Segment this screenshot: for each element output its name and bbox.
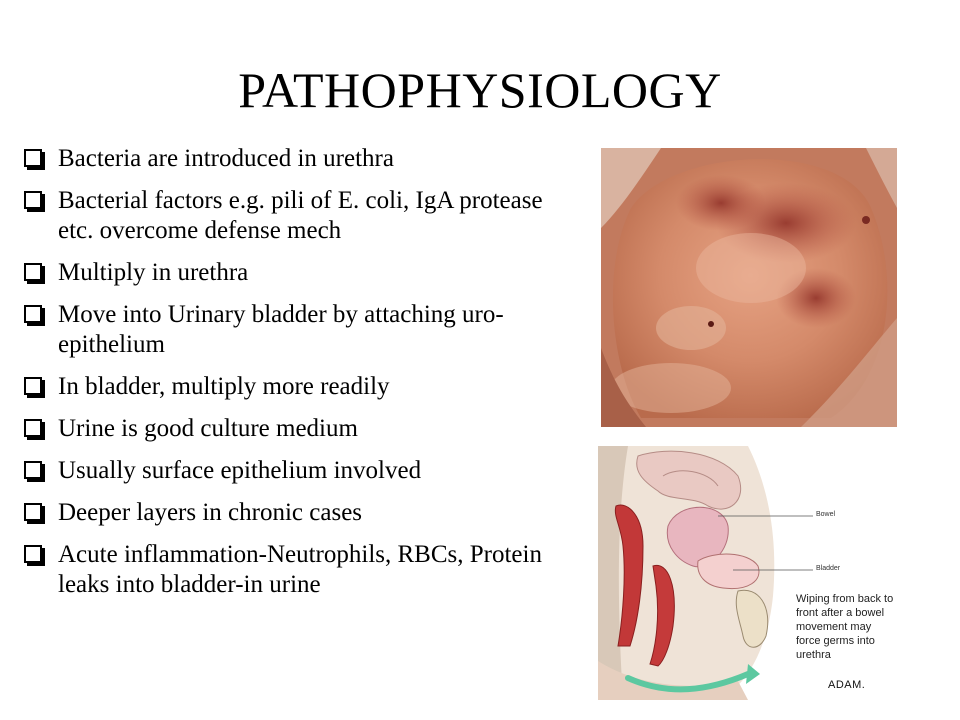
adam-logo: ADAM. [828, 679, 866, 691]
bladder-label: Bladder [816, 565, 841, 572]
checkbox-bullet-icon [24, 305, 42, 323]
bowel-label: Bowel [816, 511, 836, 518]
checkbox-bullet-icon [24, 419, 42, 437]
pelvic-anatomy-diagram [598, 446, 900, 700]
list-item: Bacterial factors e.g. pili of E. coli, IgA protease etc. overcome defense mech [22, 186, 582, 246]
list-item: Bacteria are introduced in urethra [22, 144, 582, 174]
slide-title: PATHOPHYSIOLOGY [238, 62, 722, 118]
diagram-caption: Wiping from back to front after a bowel movement may force germs into urethra [796, 593, 894, 661]
checkbox-bullet-icon [24, 545, 42, 563]
checkbox-bullet-icon [24, 191, 42, 209]
list-item: In bladder, multiply more readily [22, 372, 582, 402]
checkbox-bullet-icon [24, 377, 42, 395]
list-item: Acute inflammation-Neutrophils, RBCs, Protein leaks into bladder-in urine [22, 540, 582, 600]
list-item: Urine is good culture medium [22, 414, 582, 444]
list-item: Move into Urinary bladder by attaching uro-epithelium [22, 300, 582, 360]
checkbox-bullet-icon [24, 263, 42, 281]
list-item: Usually surface epithelium involved [22, 456, 582, 486]
checkbox-bullet-icon [24, 149, 42, 167]
bladder-specimen-photo [601, 148, 897, 427]
list-item: Deeper layers in chronic cases [22, 498, 582, 528]
checkbox-bullet-icon [24, 503, 42, 521]
checkbox-bullet-icon [24, 461, 42, 479]
list-item: Multiply in urethra [22, 258, 582, 288]
bullet-list [22, 144, 582, 612]
